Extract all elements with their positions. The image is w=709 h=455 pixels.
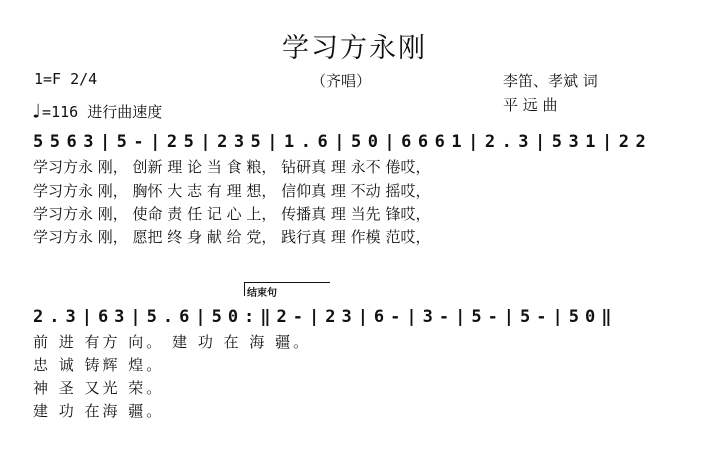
lyric-verse-1: 学习方永 刚， 创新 理 论 当 食 粮， 钻研真 理 永不 倦哎，: [33, 158, 431, 176]
composer-credit: 平 远 曲: [503, 96, 558, 114]
lyric-line2-verse-1: 前 进 有方 向。 建 功 在 海 疆。: [33, 333, 312, 351]
lyric-verse-3: 学习方永 刚， 使命 责 任 记 心 上， 传播真 理 当先 锋哎，: [33, 205, 431, 223]
song-title: 学习方永刚: [282, 33, 427, 64]
lyric-line2-verse-3: 神 圣 又光 荣。: [33, 379, 165, 397]
key-and-meter: 1=F 2/4: [34, 70, 98, 88]
notation-line-2: 2.3|63|5.6|50:‖2-|23|6-|3-|5-|5-|50‖: [33, 307, 618, 327]
performance-style: （齐唱）: [311, 72, 372, 90]
lyric-verse-2: 学习方永 刚， 胸怀 大 志 有 理 想， 信仰真 理 不动 摇哎，: [33, 182, 431, 200]
lyric-line2-verse-4: 建 功 在海 疆。: [33, 402, 165, 420]
tempo-marking: [30, 98, 162, 122]
ending-label: 结束句: [247, 288, 277, 299]
lyric-verse-4: 学习方永 刚， 愿把 终 身 献 给 党， 践行真 理 作模 范哎，: [33, 228, 431, 246]
notation-line-1: 5563|5-|25|235|1.6|50|6661|2.3|531|22: [33, 132, 653, 152]
quarter-note-icon: ♩: [30, 99, 43, 123]
tempo-text: =116 进行曲速度: [42, 103, 163, 121]
lyricist-credit: 李笛、孝斌 词: [503, 72, 598, 90]
ending-bracket-side: [244, 282, 245, 296]
lyric-line2-verse-2: 忠 诚 铸辉 煌。: [33, 356, 165, 374]
ending-bracket-top: [244, 282, 330, 283]
